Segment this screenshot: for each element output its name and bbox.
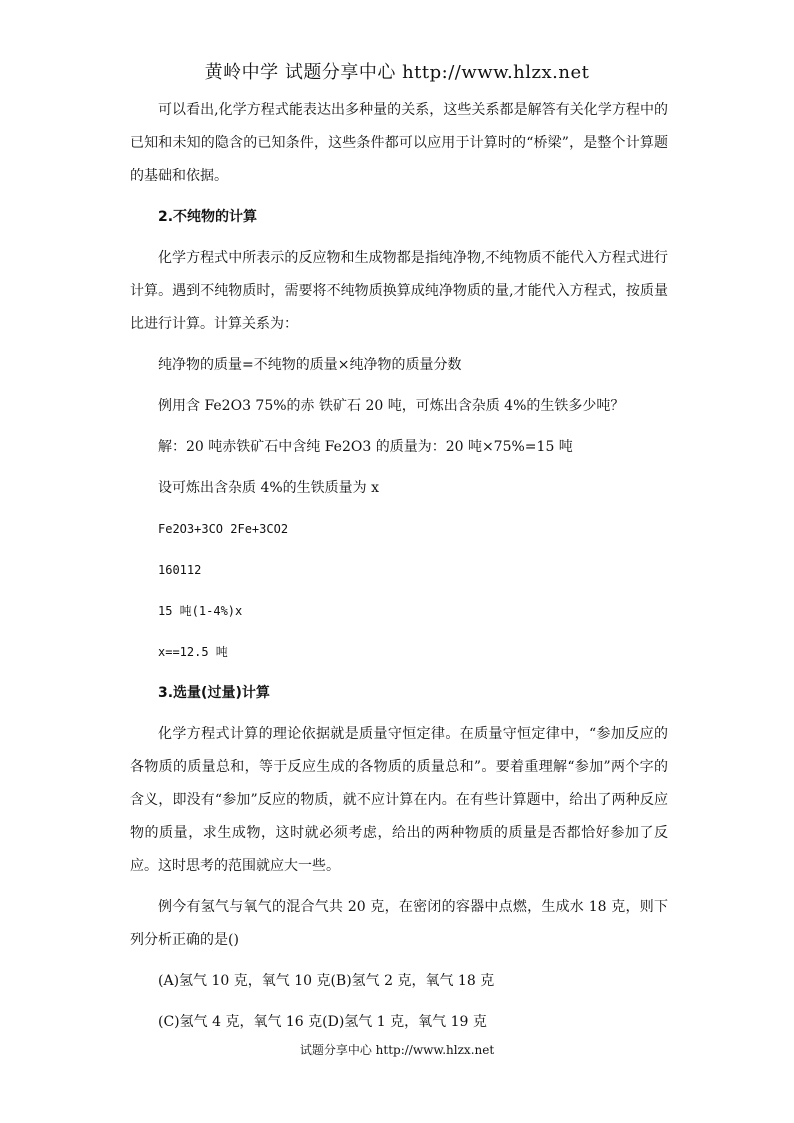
paragraph-assume: 设可炼出含杂质 4%的生铁质量为 x xyxy=(158,480,380,496)
section-heading-excess: 3.选量(过量)计算 xyxy=(158,685,270,701)
section-heading-impure: 2.不纯物的计算 xyxy=(158,209,258,225)
paragraph-impure-explanation: 化学方程式中所表示的反应物和生成物都是指纯净物,不纯物质不能代入方程式进行计算。遇到不纯物质时，需要将不纯物质换算成纯净物质的量,才能代入方程式，按质量比进行计算。计算关系为： xyxy=(130,250,668,332)
paragraph-intro: 可以看出,化学方程式能表达出多种量的关系，这些关系都是解答有关化学方程中的已知和未知的隐含的已知条件，这些条件都可以应用于计算时的“桥梁”，是整个计算题的基础和依据。 xyxy=(130,102,668,184)
paragraph-example-2: 例今有氢气与氧气的混合气共 20 克，在密闭的容器中点燃，生成水 18 克，则下列分析正确的是() xyxy=(130,899,668,948)
paragraph-relation: 纯净物的质量=不纯物的质量×纯净物的质量分数 xyxy=(158,357,462,373)
paragraph-excess-explanation: 化学方程式计算的理论依据就是质量守恒定律。在质量守恒定律中，“参加反应的各物质的质量总和，等于反应生成的各物质的质量总和”。要着重理解“参加”两个字的含义，即没有“参加”反应的物质，就不应计算在内。在有些计算题中，给出了两种反应物的质量，求生成物，这时就必须考虑，给出的两种物质的质量是否都恰好参加了反应。这时思考的范围就应大一些。 xyxy=(130,726,668,874)
option-line-ab: (A)氢气 10 克，氧气 10 克(B)氢气 2 克，氧气 18 克 xyxy=(158,973,495,989)
equation-line: Fe2O3+3CO 2Fe+3CO2 xyxy=(158,522,289,536)
document-body xyxy=(130,94,668,1047)
equation-quantities: 15 吨(1-4%)x xyxy=(158,604,243,618)
equation-ratio: 160112 xyxy=(158,563,202,577)
paragraph-example-1: 例用含 Fe2O3 75%的赤 铁矿石 20 吨，可炼出含杂质 4%的生铁多少吨？ xyxy=(158,398,625,414)
equation-result: x==12.5 吨 xyxy=(158,645,228,659)
paragraph-solution-1: 解：20 吨赤铁矿石中含纯 Fe2O3 的质量为：20 吨×75%=15 吨 xyxy=(158,439,573,455)
option-line-cd: (C)氢气 4 克，氧气 16 克(D)氢气 1 克，氧气 19 克 xyxy=(158,1014,487,1030)
page-footer: 试题分享中心 http://www.hlzx.net xyxy=(299,1043,495,1057)
page-header: 黄岭中学 试题分享中心 http://www.hlzx.net xyxy=(204,62,590,83)
